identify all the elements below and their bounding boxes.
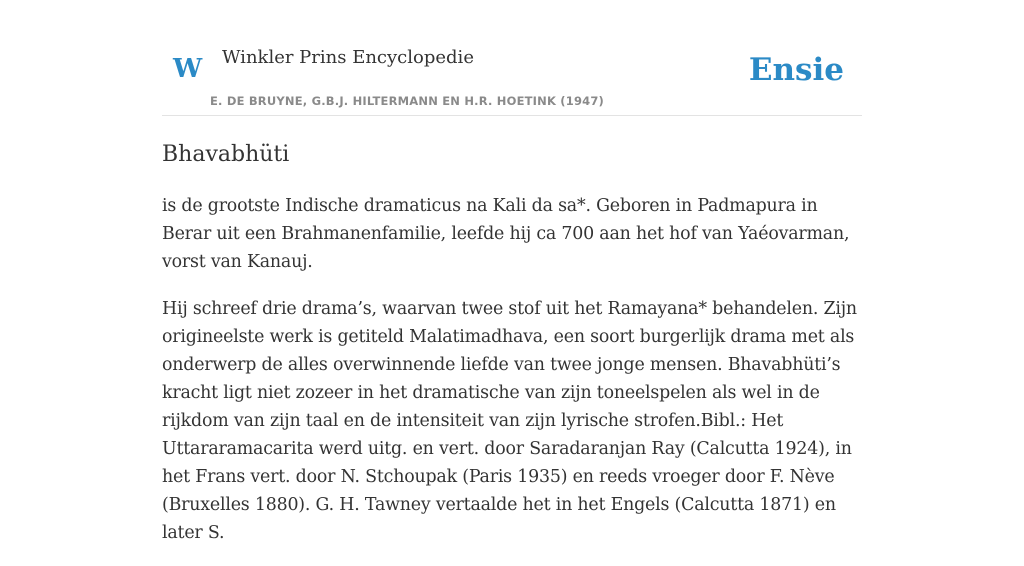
article-paragraph: is de grootste Indische dramaticus na Kali da sa*. Geboren in Padmapura in Berar uit een Brahmanenfamilie, leefde hij ca 700 aan het hof van Yaéovarman, vorst van Kanauj. — [162, 196, 850, 272]
article-body — [162, 192, 864, 566]
article-title: Bhavabhüti — [162, 142, 290, 167]
encyclopedia-logo[interactable]: W — [173, 54, 203, 84]
article-paragraph: Hij schreef drie drama’s, waarvan twee stof uit het Ramayana* behandelen. Zijn origineelste werk is getiteld Malatimadhava, een soort burgerlijk drama met als onderwerp de alles overwinnende liefde van twee jonge mensen. Bhavabhüti’s kracht ligt niet zozeer in het dramatische van zijn toneelspelen als wel in de rijkdom van zijn taal en de intensiteit van zijn lyrische strofen.Bibl.: Het Uttararamacarita werd uitg. en vert. door Saradaranjan Ray (Calcutta 1924), in het Frans vert. door N. Stchoupak (Paris 1935) en reeds vroeger door F. Nève (Bruxelles 1880). G. H. Tawney vertaalde het in het Engels (Calcutta 1871) en later S. — [162, 299, 857, 543]
ensie-brand-link[interactable]: Ensie — [748, 52, 844, 88]
source-title[interactable]: Winkler Prins Encyclopedie — [222, 47, 474, 68]
site-header — [162, 40, 862, 116]
source-authors: E. DE BRUYNE, G.B.J. HILTERMANN EN H.R. HOETINK (1947) — [210, 94, 605, 108]
